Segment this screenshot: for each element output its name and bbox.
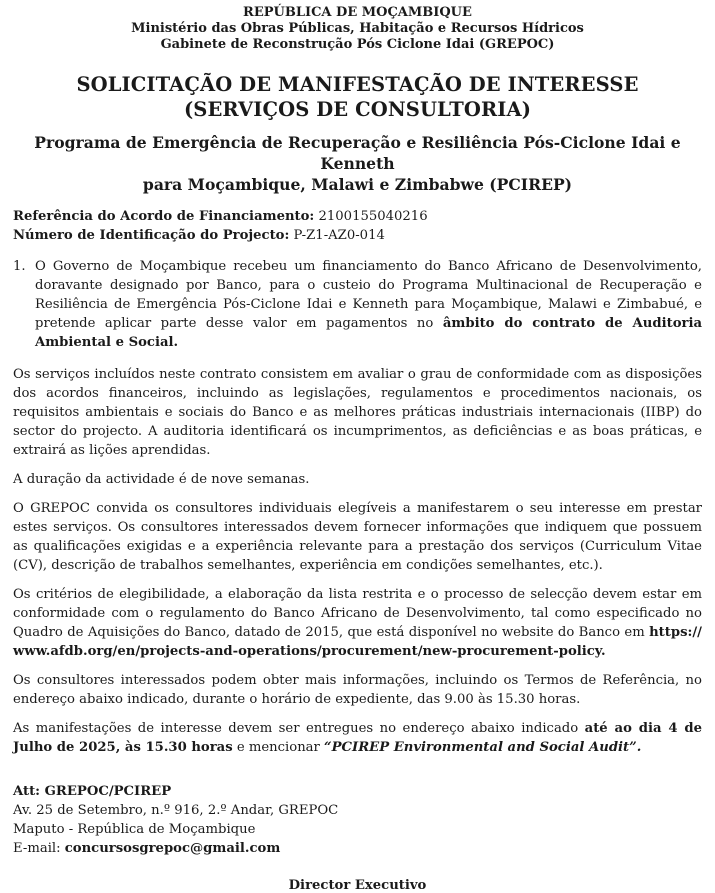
item-text <box>35 257 702 352</box>
agreement-value: 2100155040216 <box>314 209 428 224</box>
ministry-header: Ministério das Obras Públicas, Habitação e Recursos Hídricos <box>131 21 584 36</box>
criteria-paragraph <box>13 585 702 661</box>
submission-subject: “PCIREP Environmental and Social Audit”. <box>324 740 642 755</box>
reference-block <box>13 208 702 245</box>
office-header: Gabinete de Reconstrução Pós Ciclone Idai (GREPOC) <box>160 37 555 52</box>
national-emblem-icon <box>345 0 367 4</box>
invitation-paragraph: O GREPOC convida os consultores individuais elegíveis a manifestarem o seu interesse em prestar estes serviços. Os consultores interessados devem fornecer informações que indiquem que possuem as qualificações exigidas e a experiência relevante para a prestação dos serviços (Curriculum Vitae (CV), descrição de trabalhos semelhantes, experiência em condições semelhantes, etc.). <box>13 501 702 573</box>
submission-paragraph <box>13 719 702 757</box>
title-line-1: SOLICITAÇÃO DE MANIFESTAÇÃO DE INTERESSE <box>76 73 639 96</box>
contact-block <box>13 782 702 858</box>
contact-email <box>13 839 702 858</box>
item-body: O Governo de Moçambique recebeu um financiamento do Banco Africano de Desenvolvimento, doravante designado por Banco, para o custeio do Programa Multinacional de Recuperação e Resiliência de Emergência Pós-Ciclone Idai e Kenneth para Moçambique, Malawi e Zimbabué, e pretende aplicar parte desse valor em pagamentos no <box>35 259 702 331</box>
email-label: E-mail: <box>13 841 65 856</box>
document-title <box>13 72 702 122</box>
item-number: 1. <box>13 259 26 274</box>
programme-line-2: para Moçambique, Malawi e Zimbabwe (PCIREP) <box>142 175 573 194</box>
email-link[interactable]: concursosgrepoc@gmail.com <box>64 841 281 856</box>
agreement-label: Referência do Acordo de Financiamento: <box>13 209 315 224</box>
project-value: P-Z1-AZ0-014 <box>289 227 385 243</box>
contact-address: Av. 25 de Setembro, n.º 916, 2.º Andar, GREPOC <box>13 803 339 818</box>
contact-att <box>13 782 702 801</box>
programme-title <box>13 132 702 195</box>
submission-text: As manifestações de interesse devem ser entregues no endereço abaixo indicado <box>13 721 585 736</box>
submission-mid: e mencionar <box>232 740 325 755</box>
procurement-policy-link[interactable]: https:// www.afdb.org/en/projects-and-operations/procurement/new-procurement-policy. <box>13 625 702 659</box>
title-line-2: (SERVIÇOS DE CONSULTORIA) <box>183 98 532 121</box>
programme-line-1: Programa de Emergência de Recuperação e Resiliência Pós-Ciclone Idai e Kenneth <box>34 133 681 173</box>
contact-city: Maputo - República de Moçambique <box>13 822 256 837</box>
duration-paragraph: A duração da actividade é de nove semanas. <box>13 472 310 487</box>
item-bold-scope: âmbito do contrato de Auditoria Ambiental e Social. <box>35 316 702 350</box>
republic-header: REPÚBLICA DE MOÇAMBIQUE <box>243 5 472 20</box>
submission-deadline: até ao dia 4 de Julho de 2025, às 15.30 horas <box>13 721 702 755</box>
services-paragraph: Os serviços incluídos neste contrato consistem em avaliar o grau de conformidade com as disposições dos acordos financeiros, incluindo as legislações, regulamentos e procedimentos nacionais, os requisitos ambientais e sociais do Banco e as melhores práticas industriais internacionais (IIBP) do sector do projecto. A auditoria identificará os incumprimentos, as deficiências e as boas práticas, e extrairá as lições aprendidas. <box>13 367 702 458</box>
project-label: Número de Identificação do Projecto: <box>13 227 290 243</box>
criteria-text: Os critérios de elegibilidade, a elaboração da lista restrita e o processo de selecção devem estar em conformidade com o regulamento do Banco Africano de Desenvolvimento, tal como especificado no Quadro de Aquisições do Banco, datado de 2015, que está disponível no website do Banco em <box>13 587 702 640</box>
signature-title: Director Executivo <box>288 878 427 893</box>
agreement-reference <box>13 208 702 227</box>
numbered-item-1 <box>13 257 702 352</box>
information-paragraph: Os consultores interessados podem obter mais informações, incluindo os Termos de Referência, no endereço abaixo indicado, durante o horário de expediente, das 9.00 às 15.30 horas. <box>13 673 702 707</box>
project-reference <box>13 227 702 246</box>
att-line: Att: GREPOC/PCIREP <box>13 784 172 799</box>
